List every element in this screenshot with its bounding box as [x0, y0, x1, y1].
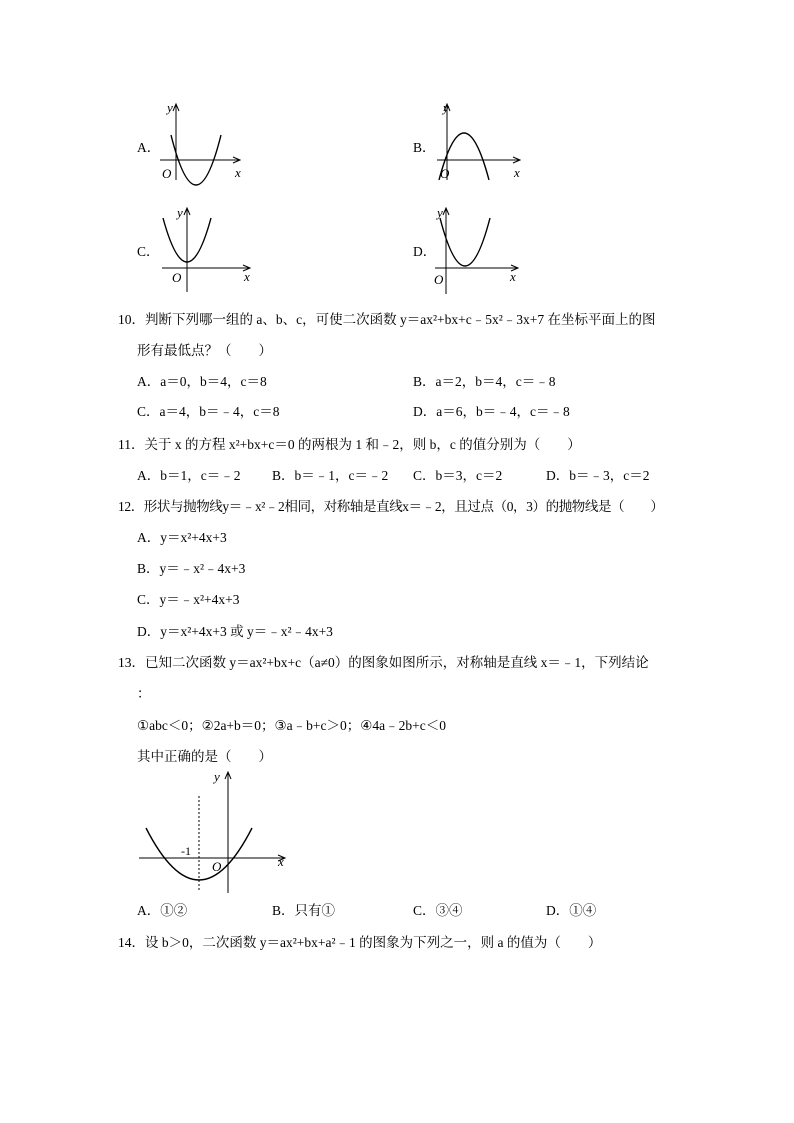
q10-stem-line-2: 形有最低点？（ ） [137, 343, 272, 358]
q11-option-b: B．b＝﹣1，c＝﹣2 [272, 468, 389, 483]
q12-option-c: C．y＝﹣x²+4x+3 [137, 592, 240, 607]
q9-graph-a [160, 100, 241, 185]
q13-conclusions: ①abc＜0；②2a+b＝0；③a﹣b+c＞0；④4a﹣2b+c＜0 [137, 718, 446, 733]
q9-option-c-label: C． [137, 244, 160, 259]
y-axis-label: y [437, 205, 443, 220]
q9-option-b-label: B． [413, 140, 436, 155]
y-axis-arrow [173, 104, 179, 111]
q13-graph [139, 769, 285, 893]
parabola [439, 133, 489, 180]
q13-stem-line-2: ： [137, 686, 151, 701]
x-axis-label: x [514, 165, 520, 180]
q10-option-c: C．a＝4，b＝﹣4，c＝8 [137, 404, 280, 419]
q9-graph-d [434, 205, 518, 294]
y-axis-label: y [167, 100, 173, 115]
origin-label: O [440, 166, 450, 181]
q9-graph-c [162, 205, 250, 292]
q11-option-a: A．b＝1，c＝﹣2 [137, 468, 241, 483]
q12-option-d: D．y＝x²+4x+3 或 y＝﹣x²﹣4x+3 [137, 624, 333, 639]
y-axis-label: y [443, 100, 449, 115]
x-axis-label: x [278, 854, 284, 869]
x-axis-arrow [233, 157, 240, 163]
q10-stem-line-1: 10．判断下列哪一组的 a、b、c，可使二次函数 y＝ax²+bx+c﹣5x²﹣3x+7 在坐标平面上的图 [118, 312, 656, 327]
parabola [440, 218, 490, 266]
q11-stem: 11．关于 x 的方程 x²+bx+c＝0 的两根为 1 和﹣2，则 b，c 的值分别为（ ） [118, 437, 581, 452]
y-axis-label: y [177, 205, 183, 220]
parabola [146, 828, 252, 880]
y-axis-arrow [444, 104, 450, 111]
parabola [163, 218, 211, 262]
x-axis-arrow [511, 265, 518, 271]
q13-option-b: B．只有① [272, 903, 336, 918]
y-axis-arrow [443, 208, 449, 215]
y-axis-label: y [214, 769, 220, 784]
q13-stem-line-1: 13．已知二次函数 y＝ax²+bx+c（a≠0）的图象如图所示，对称轴是直线 x＝﹣1，下列结论 [118, 655, 649, 670]
q12-option-a: A．y＝x²+4x+3 [137, 530, 227, 545]
parabola [171, 135, 221, 185]
q11-option-d: D．b＝﹣3，c＝2 [546, 468, 650, 483]
q9-graph-b [437, 100, 520, 181]
q12-option-b: B．y＝﹣x²﹣4x+3 [137, 561, 246, 576]
x-axis-arrow [513, 157, 520, 163]
q10-option-a: A．a＝0，b＝4，c＝8 [137, 374, 267, 389]
q9-option-d-label: D． [413, 244, 437, 259]
y-axis-arrow [225, 772, 231, 779]
origin-label: O [434, 272, 444, 287]
q10-option-d: D．a＝6，b＝﹣4，c＝﹣8 [413, 404, 570, 419]
origin-label: O [172, 270, 182, 285]
q13-option-c: C．③④ [413, 903, 463, 918]
q13-option-a: A．①② [137, 903, 188, 918]
q10-option-b: B．a＝2，b＝4，c＝﹣8 [413, 374, 556, 389]
x-axis-label: x [235, 165, 241, 180]
q12-stem: 12．形状与抛物线y＝﹣x²﹣2相同，对称轴是直线x＝﹣2，且过点（0，3）的抛物线是（ ） [118, 499, 664, 514]
x-axis-label: x [244, 269, 250, 284]
origin-label: O [162, 166, 172, 181]
x-axis-arrow [278, 855, 285, 861]
q11-option-c: C．b＝3，c＝2 [413, 468, 503, 483]
q14-stem: 14．设 b＞0，二次函数 y＝ax²+bx+a²﹣1 的图象为下列之一，则 a 的值为（ ） [118, 935, 602, 950]
q13-prompt: 其中正确的是（ ） [137, 749, 272, 764]
q9-option-a-label: A． [137, 140, 161, 155]
tick-label-minus-one: -1 [181, 844, 191, 858]
y-axis-arrow [184, 208, 190, 215]
origin-label: O [212, 859, 222, 874]
q13-option-d: D．①④ [546, 903, 597, 918]
x-axis-arrow [243, 265, 250, 271]
x-axis-label: x [510, 269, 516, 284]
